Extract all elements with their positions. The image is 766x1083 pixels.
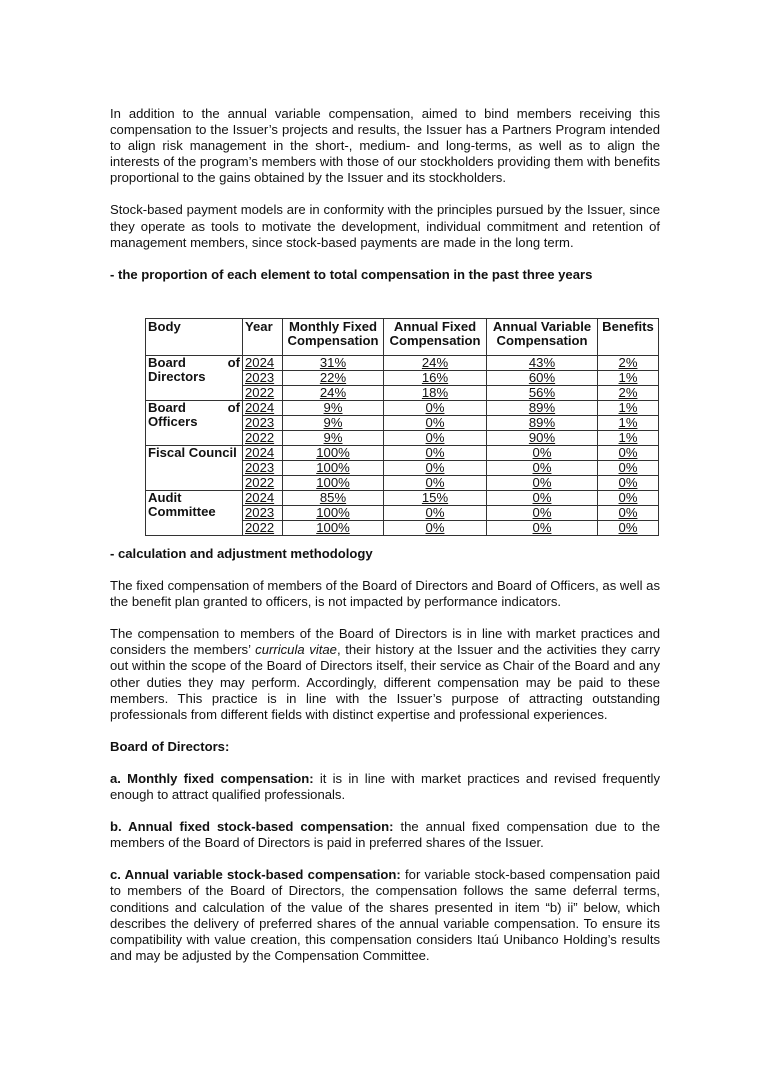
body-cell: Fiscal Council: [146, 446, 243, 491]
year-cell: 2022: [243, 476, 283, 491]
annual-fixed-cell: 16%: [384, 371, 487, 386]
benefits-cell: 0%: [598, 461, 659, 476]
monthly-cell: 22%: [283, 371, 384, 386]
paragraph-stock-based-models: Stock-based payment models are in conformity with the principles pursued by the Issuer, since they operate as tools to motivate the development, individual commitment and retention of management members, since stock-based payments are made in the long term.: [110, 202, 660, 250]
item-annual-variable-stock: [110, 867, 660, 964]
section-heading-methodology: - calculation and adjustment methodology: [110, 546, 373, 561]
annual-variable-cell: 0%: [487, 491, 598, 506]
annual-fixed-cell: 0%: [384, 431, 487, 446]
year-cell: 2024: [243, 446, 283, 461]
benefits-cell: 0%: [598, 476, 659, 491]
text-segment: The compensation to members of the Board of Directors is in line with market practices and considers the members’: [110, 626, 660, 658]
annual-fixed-cell: 0%: [384, 476, 487, 491]
annual-fixed-cell: 0%: [384, 521, 487, 536]
item-label: b. Annual fixed stock-based compensation:: [110, 819, 394, 835]
item-text: for variable stock-based compensation paid to members of the Board of Directors, the compensation follows the same deferral terms, conditions and calculation of the value of the shares presented in item “b) ii” below, which describes the delivery of preferred shares of the annual variable compensation. To ensure its compatibility with value creation, this compensation considers Itaú Unibanco Holding’s results and may be adjusted by the Compensation Committee.: [110, 867, 660, 963]
document-bottom: [110, 546, 660, 980]
monthly-cell: 9%: [283, 416, 384, 431]
board-of-directors-heading: Board of Directors:: [110, 738, 230, 754]
header-body: Body: [146, 319, 243, 356]
annual-variable-cell: 0%: [487, 521, 598, 536]
annual-variable-cell: 89%: [487, 401, 598, 416]
annual-variable-cell: 0%: [487, 461, 598, 476]
benefits-cell: 0%: [598, 446, 659, 461]
item-annual-fixed-stock: [110, 819, 660, 851]
monthly-cell: 100%: [283, 461, 384, 476]
item-label: a. Monthly fixed compensation:: [110, 770, 314, 786]
annual-variable-cell: 0%: [487, 506, 598, 521]
annual-fixed-cell: 0%: [384, 506, 487, 521]
monthly-cell: 85%: [283, 491, 384, 506]
header-monthly-fixed: Monthly Fixed Compensation: [283, 319, 384, 356]
body-cell: Board of Officers: [146, 401, 243, 446]
item-monthly-fixed: [110, 771, 660, 803]
table-row: [146, 356, 659, 371]
benefits-cell: 1%: [598, 431, 659, 446]
paragraph-partners-program: In addition to the annual variable compensation, aimed to bind members receiving this compensation to the Issuer’s projects and results, the Issuer has a Partners Program intended to align risk management in the short-, medium- and long-terms, as well as to align the interests of the program’s members with those of our stockholders providing them with benefits proportional to the gains obtained by the Issuer and its stockholders.: [110, 106, 660, 186]
document-top: [110, 106, 660, 299]
annual-fixed-cell: 0%: [384, 461, 487, 476]
annual-variable-cell: 0%: [487, 476, 598, 491]
benefits-cell: 0%: [598, 521, 659, 536]
item-text: the annual fixed compensation due to the members of the Board of Directors is paid in preferred shares of the Issuer.: [110, 819, 660, 851]
monthly-cell: 24%: [283, 386, 384, 401]
annual-variable-cell: 0%: [487, 446, 598, 461]
benefits-cell: 0%: [598, 506, 659, 521]
paragraph-board-compensation: [110, 626, 660, 723]
benefits-cell: 1%: [598, 371, 659, 386]
monthly-cell: 9%: [283, 431, 384, 446]
benefits-cell: 1%: [598, 416, 659, 431]
benefits-cell: 0%: [598, 491, 659, 506]
section-heading-proportion: - the proportion of each element to total compensation in the past three years: [110, 266, 593, 282]
annual-fixed-cell: 0%: [384, 401, 487, 416]
annual-fixed-cell: 0%: [384, 416, 487, 431]
annual-fixed-cell: 18%: [384, 386, 487, 401]
annual-fixed-cell: 24%: [384, 356, 487, 371]
table-row: [146, 491, 659, 506]
year-cell: 2024: [243, 491, 283, 506]
annual-variable-cell: 60%: [487, 371, 598, 386]
year-cell: 2022: [243, 521, 283, 536]
table-body: [146, 356, 659, 536]
body-cell: Board of Directors: [146, 356, 243, 401]
italic-curricula-vitae: curricula vitae: [255, 642, 337, 658]
monthly-cell: 100%: [283, 476, 384, 491]
monthly-cell: 31%: [283, 356, 384, 371]
header-annual-fixed: Annual Fixed Compensation: [384, 319, 487, 356]
year-cell: 2023: [243, 506, 283, 521]
year-cell: 2023: [243, 416, 283, 431]
benefits-cell: 1%: [598, 401, 659, 416]
year-cell: 2023: [243, 371, 283, 386]
header-annual-variable: Annual Variable Compensation: [487, 319, 598, 356]
benefits-cell: 2%: [598, 356, 659, 371]
table-header-row: [146, 319, 659, 356]
year-cell: 2022: [243, 386, 283, 401]
year-cell: 2024: [243, 356, 283, 371]
benefits-cell: 2%: [598, 386, 659, 401]
year-cell: 2024: [243, 401, 283, 416]
compensation-proportion-table: [145, 318, 659, 536]
table-row: [146, 401, 659, 416]
monthly-cell: 100%: [283, 446, 384, 461]
body-cell: Audit Committee: [146, 491, 243, 536]
monthly-cell: 100%: [283, 506, 384, 521]
item-text: it is in line with market practices and revised frequently enough to attract qualified professionals.: [110, 770, 660, 803]
annual-variable-cell: 90%: [487, 431, 598, 446]
annual-variable-cell: 43%: [487, 356, 598, 371]
monthly-cell: 100%: [283, 521, 384, 536]
header-year: Year: [243, 319, 283, 356]
header-benefits: Benefits: [598, 319, 659, 356]
item-label: c. Annual variable stock-based compensation:: [110, 867, 401, 883]
text-segment: , their history at the Issuer and the activities they carry out within the scope of the Board of Directors itself, their service as Chair of the Board and any other duties they may perform. Accordingly, different compensation may be paid to these members. This practice is in line with the Issuer’s purpose of attracting outstanding professionals from different fields with distinct expertise and professional experiences.: [110, 642, 660, 722]
annual-variable-cell: 89%: [487, 416, 598, 431]
paragraph-fixed-compensation: The fixed compensation of members of the Board of Directors and Board of Officers, as well as the benefit plan granted to officers, is not impacted by performance indicators.: [110, 578, 660, 610]
monthly-cell: 9%: [283, 401, 384, 416]
annual-variable-cell: 56%: [487, 386, 598, 401]
year-cell: 2023: [243, 461, 283, 476]
annual-fixed-cell: 15%: [384, 491, 487, 506]
annual-fixed-cell: 0%: [384, 446, 487, 461]
table-row: [146, 446, 659, 461]
year-cell: 2022: [243, 431, 283, 446]
